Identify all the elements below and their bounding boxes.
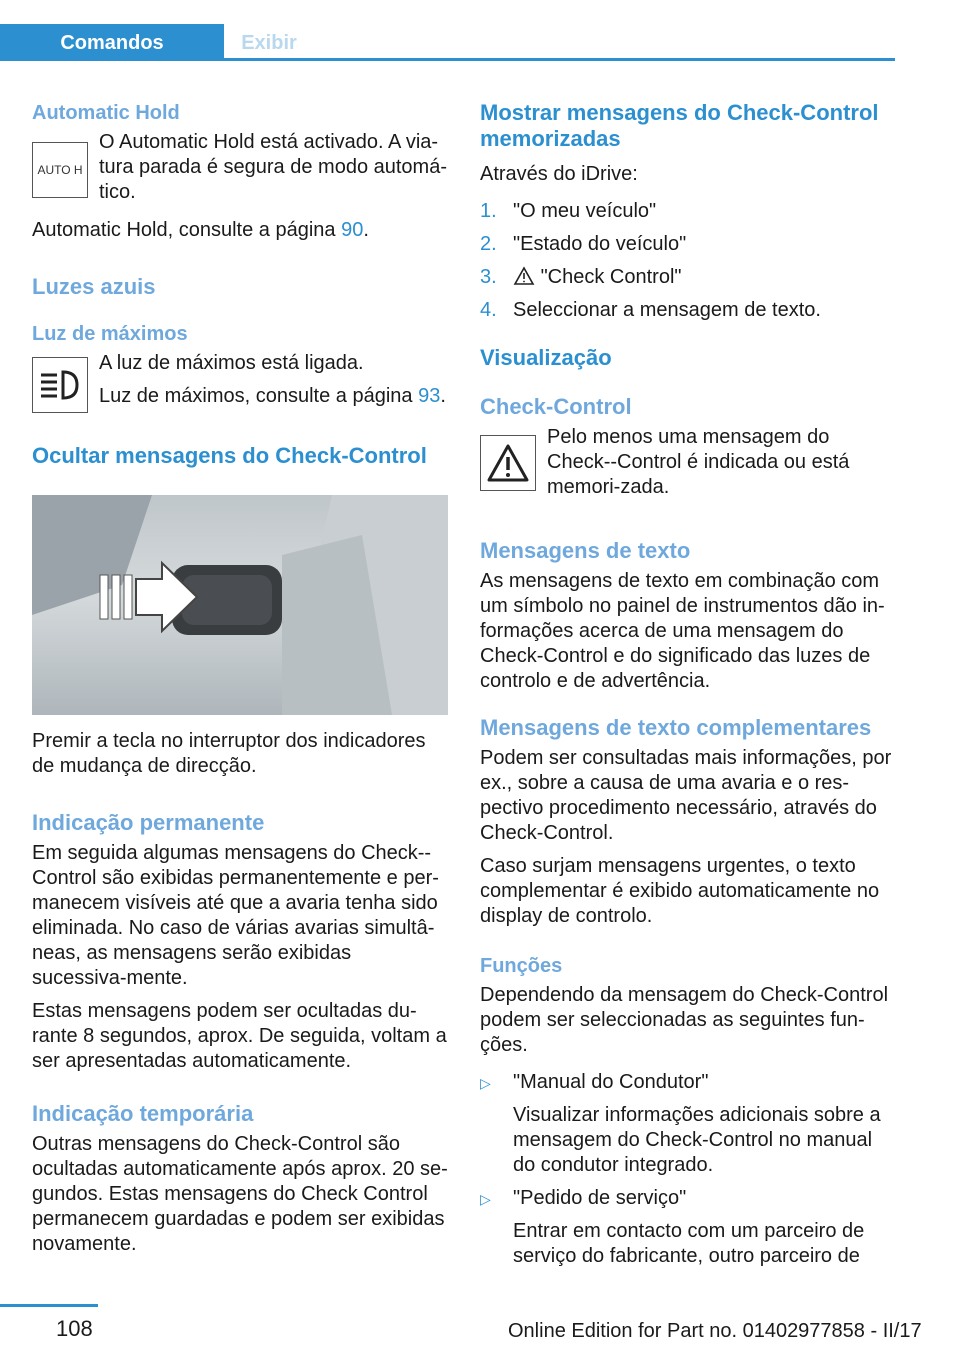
- footer-divider: [0, 1304, 98, 1307]
- funcoes-text: Dependendo da mensagem do Check-Control podem ser seleccionadas as seguintes fun-ções.: [480, 984, 889, 1056]
- permanente-p1: Em seguida algumas mensagens do Check--Control são exibidas permanentemente e per-manecem visíveis até que a avaria tenha sido eliminada. No caso de várias avarias simultâ-neas, as mensagens serão exibidas sucessiva-mente.: [32, 842, 439, 989]
- left-column: [32, 100, 448, 1257]
- tab-comandos[interactable]: Comandos: [0, 24, 224, 60]
- header-tabs: [0, 0, 895, 60]
- mensagens-texto-text: As mensagens de texto em combinação com um símbolo no painel de instrumentos dão in-formações acerca de uma mensagem do Check-Control e do significado das luzes de controlo e de advertência.: [480, 570, 885, 692]
- check-control-text: Pelo menos uma mensagem do Check--Control é indicada ou está memori-zada.: [547, 426, 850, 498]
- temporaria-text: Outras mensagens do Check-Control são ocultadas automaticamente após aprox. 20 se-gundos. Estas mensagens do Check Control permanecem guardadas e podem ser exibidas novamente.: [32, 1133, 448, 1255]
- auto-hold-ref: Automatic Hold, consulte a página 90.: [32, 219, 369, 241]
- footer-edition: Online Edition for Part no. 01402977858 - II/17: [508, 1320, 922, 1342]
- complementares-heading: Mensagens de texto complementares: [480, 715, 872, 740]
- indicacao-temporaria-heading: Indicação temporária: [32, 1101, 254, 1126]
- check-control-heading: Check-Control: [480, 394, 632, 419]
- premir-text: Premir a tecla no interruptor dos indicadores de mudança de direcção.: [32, 730, 426, 777]
- luz-ref: Luz de máximos, consulte a página 93.: [99, 385, 446, 407]
- luz-maximos-heading: Luz de máximos: [32, 323, 188, 345]
- indicacao-permanente-heading: Indicação permanente: [32, 810, 265, 835]
- page-number: 108: [56, 1316, 93, 1341]
- header-divider: [0, 58, 895, 61]
- mostrar-heading: Mostrar mensagens do Check-Control memorizadas: [480, 100, 879, 151]
- atraves-text: Através do iDrive:: [480, 163, 638, 185]
- tab-exibir[interactable]: Exibir: [241, 32, 297, 54]
- high-beam-icon: [32, 357, 88, 413]
- svg-text:AUTO H: AUTO H: [37, 163, 83, 177]
- visualizacao-heading: Visualização: [480, 345, 612, 370]
- funcoes-heading: Funções: [480, 955, 563, 977]
- ocultar-heading: Ocultar mensagens do Check-Control: [32, 443, 427, 468]
- luz-page-link[interactable]: 93: [418, 385, 441, 407]
- auto-hold-page-link[interactable]: 90: [341, 219, 364, 241]
- right-column: [480, 100, 895, 1277]
- luzes-azuis-heading: Luzes azuis: [32, 274, 156, 299]
- bullet-triangle-icon: ▷: [480, 1191, 491, 1207]
- auto-hold-text: O Automatic Hold está activado. A via-tura parada é segura de modo automá-tico.: [99, 131, 447, 203]
- stalk-photo: [32, 495, 448, 715]
- steps-list: [480, 199, 895, 323]
- luz-text: A luz de máximos está ligada.: [99, 352, 364, 374]
- auto-hold-row: [32, 130, 448, 212]
- list-item: ▷ "Manual do Condutor" Visualizar informações adicionais sobre a mensagem do Check-Control no manual do condutor integrado.: [480, 1071, 881, 1176]
- permanente-p2: Estas mensagens podem ser ocultadas du-rante 8 segundos, aprox. De seguida, voltam a ser apresentadas automaticamente.: [32, 1000, 447, 1072]
- auto-hold-icon: [32, 142, 88, 198]
- list-item: ▷ "Pedido de serviço" Entrar em contacto com um parceiro de serviço do fabricante, outro parceiro de: [480, 1187, 865, 1267]
- complementares-p2: Caso surjam mensagens urgentes, o texto complementar é exibido automaticamente no display de controlo.: [480, 855, 880, 927]
- list-item: 4. Seleccionar a mensagem de texto.: [480, 299, 821, 321]
- list-item: 1. "O meu veículo": [480, 200, 657, 222]
- check-control-row: [480, 425, 895, 515]
- mensagens-texto-heading: Mensagens de texto: [480, 538, 691, 563]
- warning-triangle-icon: [480, 435, 536, 491]
- bullet-triangle-icon: ▷: [480, 1075, 491, 1091]
- complementares-p1: Podem ser consultadas mais informações, por ex., sobre a causa de uma avaria e o res-pectivo procedimento necessário, através do Check-Control.: [480, 747, 892, 844]
- auto-hold-heading: Automatic Hold: [32, 102, 180, 124]
- list-item: 2. "Estado do veículo": [480, 233, 687, 255]
- list-item: 3. "Check Control": [480, 266, 682, 288]
- luz-maximos-row: [32, 351, 448, 413]
- warning-icon: [513, 266, 535, 286]
- funcoes-list: [480, 1070, 895, 1269]
